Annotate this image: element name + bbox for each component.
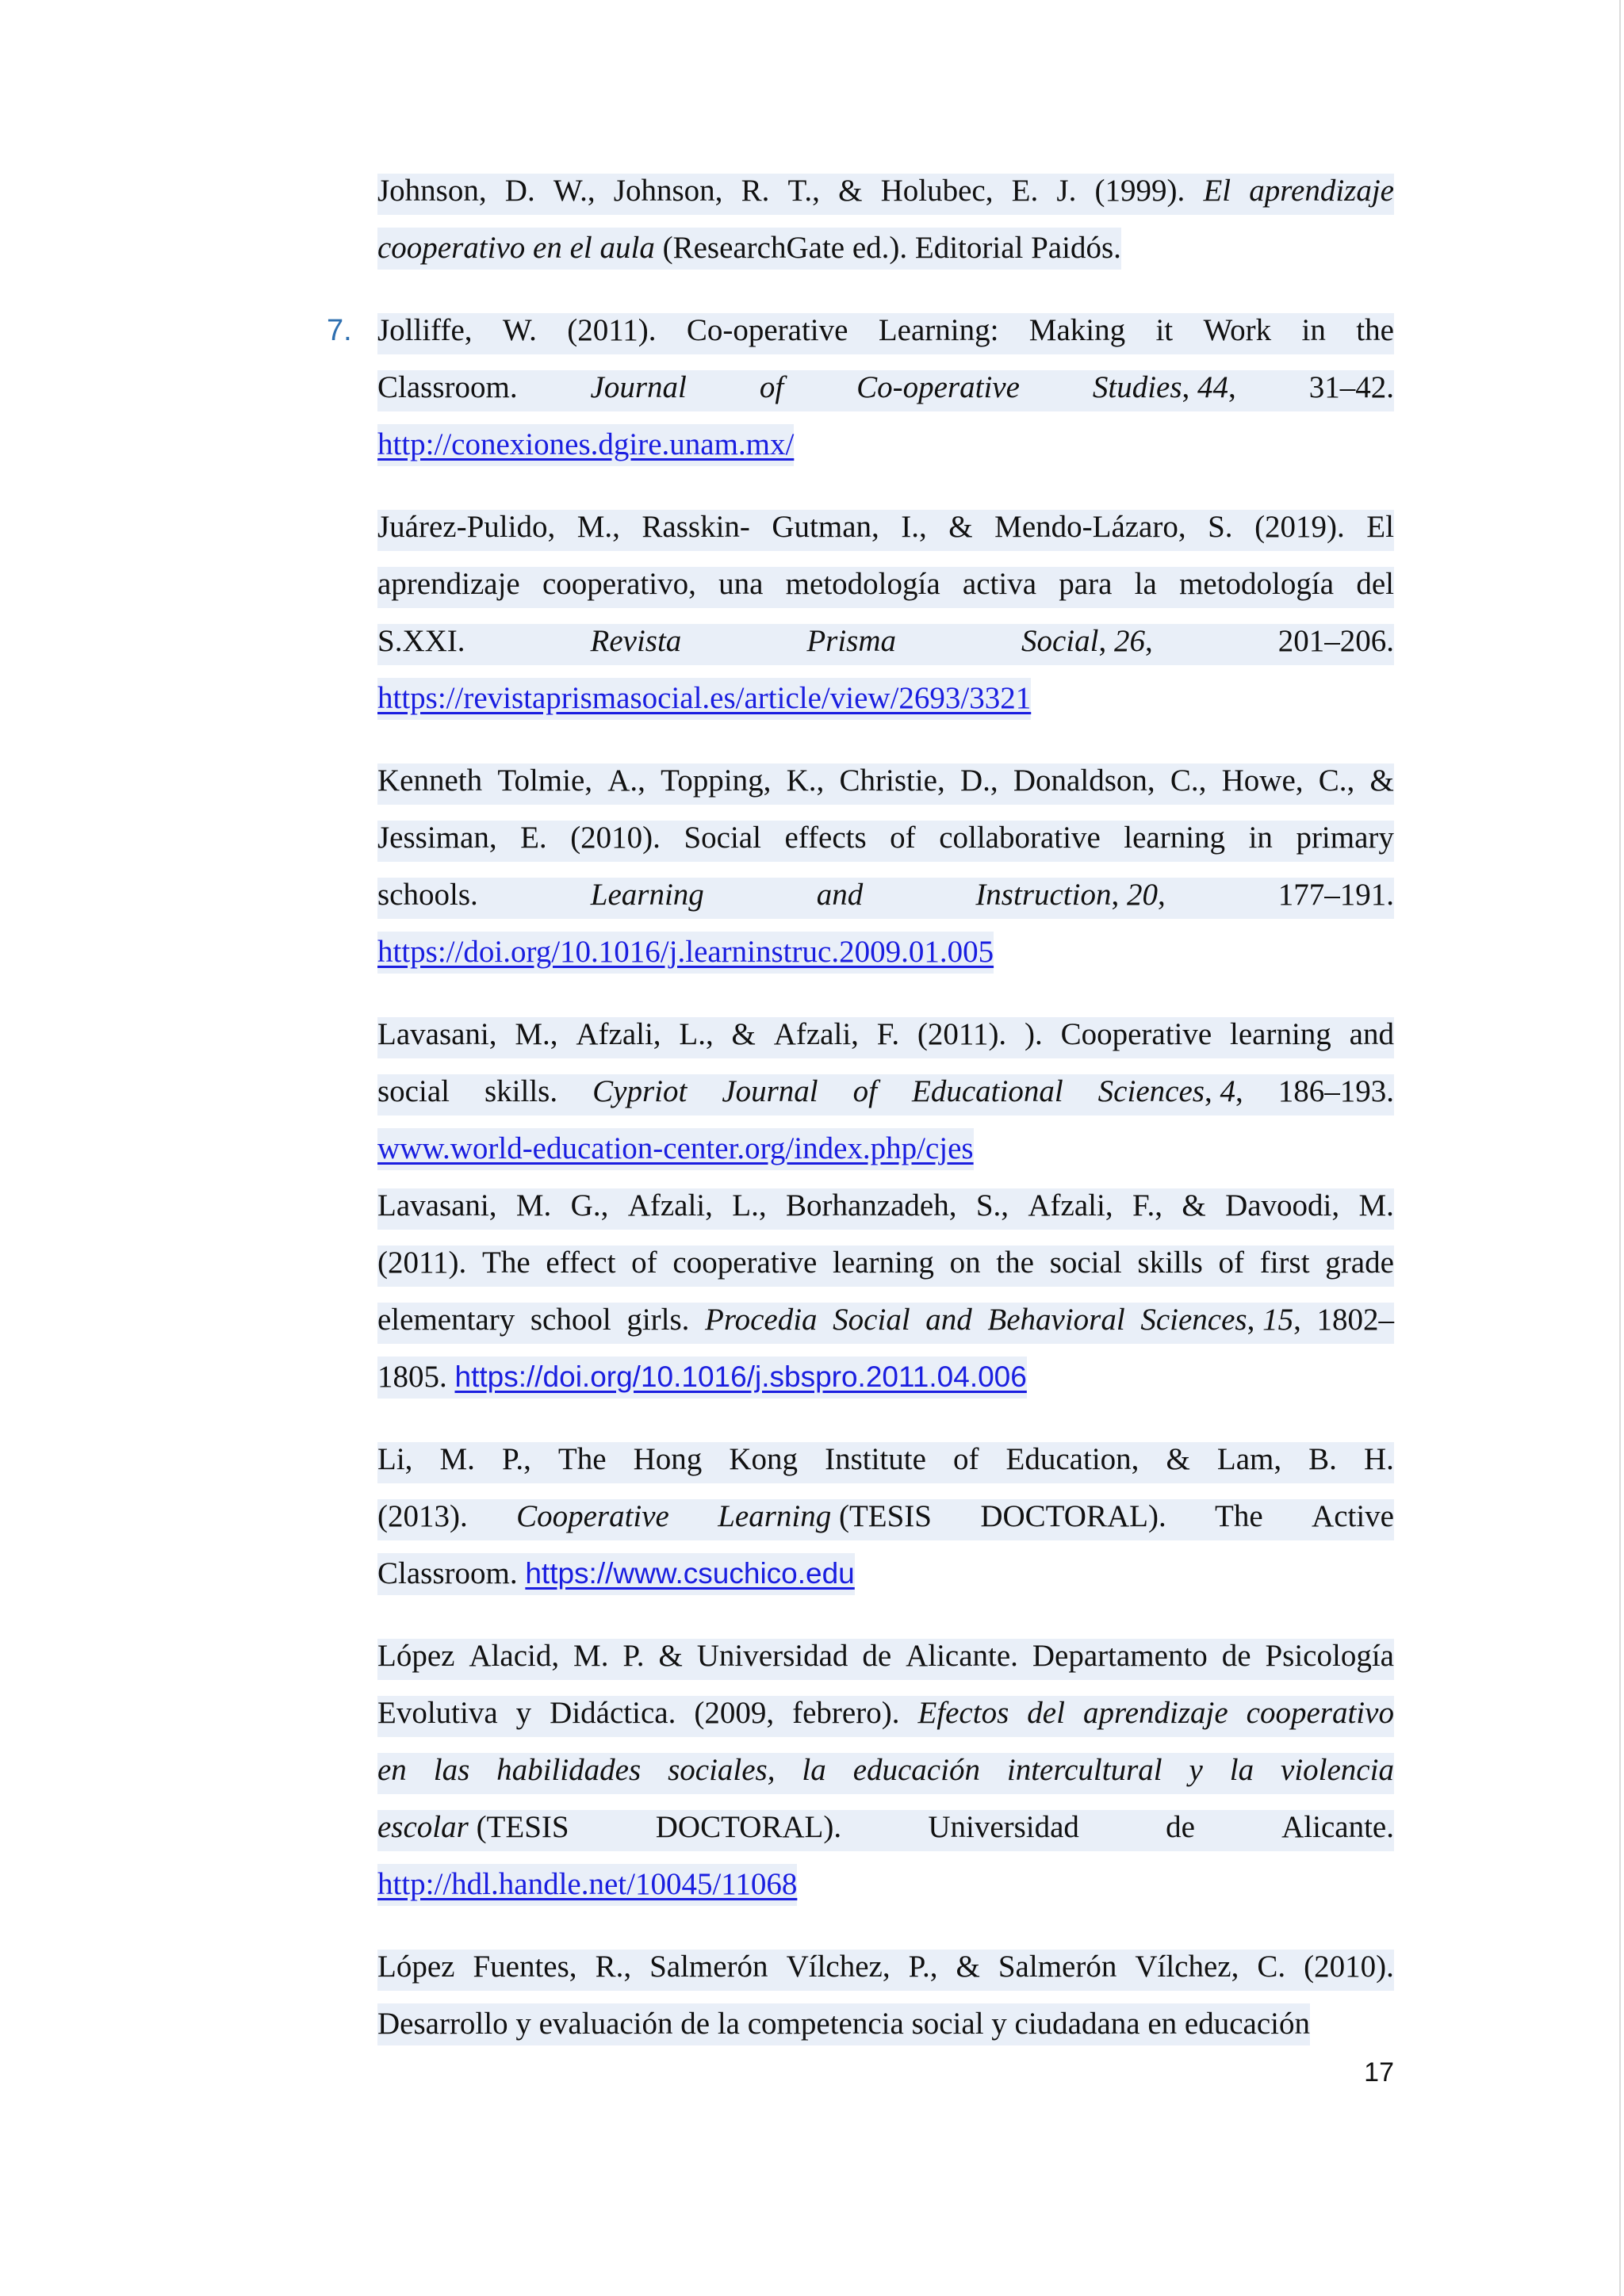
reference-text: M. xyxy=(573,1639,609,1673)
reference-lopez-fuentes xyxy=(377,1938,1394,2053)
reference-text: primary xyxy=(1296,821,1394,855)
reference-text: of xyxy=(890,821,916,855)
reference-text: (ResearchGate ed.). Editorial Paidós. xyxy=(662,231,1121,265)
reference-text: R., xyxy=(595,1950,632,1984)
reference-text: para xyxy=(1059,567,1113,601)
reference-text: Vílchez, xyxy=(1135,1950,1239,1984)
reference-text: & xyxy=(1182,1188,1206,1223)
reference-text: and xyxy=(1349,1017,1394,1051)
reference-text: Tolmie, xyxy=(497,763,593,798)
reference-text: M. xyxy=(1358,1188,1394,1223)
reference-text: sociales, xyxy=(668,1753,776,1787)
reference-line xyxy=(377,163,1394,220)
reference-text: W., xyxy=(553,174,596,208)
reference-text: López xyxy=(377,1639,455,1673)
reference-list xyxy=(327,163,1394,2078)
reference-text: C. xyxy=(1257,1950,1286,1984)
reference-text: & xyxy=(1369,763,1394,798)
reference-line xyxy=(377,1063,1394,1120)
reference-text: E. xyxy=(520,821,547,855)
reference-text: S. xyxy=(1208,510,1233,544)
reference-text: G., xyxy=(570,1188,609,1223)
reference-text: aprendizaje xyxy=(1249,174,1394,208)
reference-text: Topping, xyxy=(661,763,772,798)
reference-text: of xyxy=(852,1074,877,1108)
reference-text: D., xyxy=(959,763,998,798)
reference-text: L., xyxy=(732,1188,767,1223)
reference-text: activa xyxy=(962,567,1037,601)
reference-text: P. xyxy=(622,1639,645,1673)
reference-text: (2010). xyxy=(1304,1950,1394,1984)
reference-line xyxy=(377,1488,1394,1545)
reference-text: Education, xyxy=(1005,1442,1139,1476)
reference-text: Lavasani, xyxy=(377,1188,497,1223)
reference-text: Learning: xyxy=(878,313,999,347)
reference-kenneth xyxy=(377,752,1394,981)
reference-text: of xyxy=(759,370,784,404)
list-number: 7. xyxy=(327,314,352,347)
reference-text: the xyxy=(996,1246,1034,1280)
reference-text: and xyxy=(816,878,864,912)
reference-text: Cypriot xyxy=(592,1074,688,1108)
reference-text: Departamento xyxy=(1032,1639,1208,1673)
reference-line xyxy=(377,670,1394,727)
reference-text: 31–42. xyxy=(1308,370,1394,404)
reference-lavasani2 xyxy=(377,1177,1394,1406)
reference-text: S.XXI. xyxy=(377,624,465,658)
reference-text: collaborative xyxy=(939,821,1101,855)
reference-text: evaluación xyxy=(538,2007,673,2041)
reference-text: del xyxy=(1356,567,1394,601)
reference-text: cooperativo, xyxy=(542,567,696,601)
reference-text: violencia xyxy=(1281,1753,1394,1787)
reference-text: Donaldson, xyxy=(1013,763,1155,798)
reference-link[interactable]: https://www.csuchico.edu xyxy=(525,1557,855,1590)
reference-text: & xyxy=(658,1639,683,1673)
reference-text: Rasskin- xyxy=(642,510,750,544)
reference-text: Kong xyxy=(729,1442,799,1476)
reference-text: H. xyxy=(1364,1442,1394,1476)
reference-text: Classroom. xyxy=(377,370,518,404)
reference-text: 177–191. xyxy=(1277,878,1394,912)
reference-text: DOCTORAL). xyxy=(980,1499,1166,1533)
reference-text: aprendizaje xyxy=(1082,1696,1228,1730)
reference-text: the xyxy=(1356,313,1394,347)
reference-text: Studies, 44, xyxy=(1092,370,1236,404)
reference-text: Jessiman, xyxy=(377,821,497,855)
reference-text: grade xyxy=(1325,1246,1394,1280)
reference-line xyxy=(377,1685,1394,1742)
reference-text: y xyxy=(991,2007,1007,2041)
reference-text: Gutman, xyxy=(772,510,879,544)
reference-text: S., xyxy=(975,1188,1009,1223)
reference-line xyxy=(377,1234,1394,1292)
reference-text: cooperativo en el aula xyxy=(377,231,655,265)
reference-text: Social, 26, xyxy=(1021,624,1153,658)
reference-text: Sciences, 4, xyxy=(1097,1074,1243,1108)
reference-line xyxy=(377,220,1394,277)
reference-text: en xyxy=(377,1753,407,1787)
reference-text: (2013). xyxy=(377,1499,468,1533)
reference-text: de xyxy=(862,1639,892,1673)
reference-text: competencia xyxy=(747,2007,904,2041)
reference-text: Co-operative xyxy=(856,370,1020,404)
reference-text: Active xyxy=(1312,1499,1394,1533)
reference-text: & xyxy=(838,174,863,208)
reference-line xyxy=(377,1799,1394,1856)
reference-text: Salmerón xyxy=(649,1950,768,1984)
reference-link[interactable]: http://hdl.handle.net/10045/11068 xyxy=(377,1867,798,1901)
reference-text: Psicología xyxy=(1265,1639,1394,1673)
reference-text: & xyxy=(1166,1442,1190,1476)
reference-text: of xyxy=(952,1442,979,1476)
reference-text: 186–193. xyxy=(1277,1074,1394,1108)
reference-text: social xyxy=(911,2007,984,2041)
reference-line xyxy=(377,1431,1394,1488)
reference-text: Behavioral xyxy=(987,1303,1125,1337)
reference-text: P., xyxy=(908,1950,938,1984)
reference-text: Making xyxy=(1028,313,1126,347)
reference-text: en xyxy=(1147,2007,1178,2041)
reference-text: Universidad xyxy=(928,1810,1079,1844)
reference-text: Didáctica. xyxy=(550,1696,676,1730)
reference-text: de xyxy=(680,2007,710,2041)
reference-text: una xyxy=(718,567,764,601)
reference-text: y xyxy=(515,2007,531,2041)
reference-text: learning xyxy=(1124,821,1226,855)
reference-johnson xyxy=(377,163,1394,277)
reference-link[interactable]: https://doi.org/10.1016/j.sbspro.2011.04.006 xyxy=(454,1360,1027,1393)
reference-line xyxy=(377,1938,1394,1996)
reference-text: la xyxy=(1134,567,1157,601)
reference-text: la xyxy=(717,2007,740,2041)
reference-line xyxy=(377,613,1394,670)
reference-text: ciudadana xyxy=(1014,2007,1140,2041)
reference-line xyxy=(377,1996,1394,2053)
reference-text: habilidades xyxy=(496,1753,642,1787)
reference-line xyxy=(377,1177,1394,1234)
reference-text: The xyxy=(1215,1499,1263,1533)
reference-text: Afzali, xyxy=(1028,1188,1113,1223)
reference-text: B. xyxy=(1308,1442,1337,1476)
reference-text: 1805. xyxy=(377,1360,455,1394)
reference-text: elementary xyxy=(377,1303,515,1337)
reference-text: schools. xyxy=(377,878,478,912)
reference-li xyxy=(377,1431,1394,1602)
reference-line xyxy=(377,1292,1394,1349)
reference-text: metodología xyxy=(1179,567,1335,601)
reference-text: educación xyxy=(852,1753,980,1787)
reference-line xyxy=(377,1006,1394,1063)
reference-line xyxy=(377,1628,1394,1685)
reference-text: C., xyxy=(1318,763,1355,798)
reference-text: & xyxy=(731,1017,756,1051)
reference-text: (2011). xyxy=(917,1017,1007,1051)
reference-text: F. xyxy=(876,1017,900,1051)
reference-text: P., xyxy=(501,1442,531,1476)
reference-text: Co-operative xyxy=(686,313,848,347)
reference-line xyxy=(377,1742,1394,1799)
reference-text: D. xyxy=(504,174,535,208)
reference-text: intercultural xyxy=(1006,1753,1162,1787)
reference-text: Social xyxy=(684,821,761,855)
reference-text: on xyxy=(949,1246,981,1280)
reference-text: aprendizaje xyxy=(377,567,520,601)
reference-text: Alicante. xyxy=(1281,1810,1394,1844)
reference-text: Afzali, xyxy=(773,1017,859,1051)
reference-line xyxy=(377,924,1394,981)
reference-line xyxy=(377,809,1394,867)
reference-text: M., xyxy=(515,1017,558,1051)
reference-text: of xyxy=(1218,1246,1244,1280)
reference-text: Alacid, xyxy=(469,1639,560,1673)
reference-text: Instruction, 20, xyxy=(975,878,1166,912)
reference-text: cooperative xyxy=(672,1246,818,1280)
reference-text: (2011). xyxy=(567,313,657,347)
reference-text: de xyxy=(1166,1810,1195,1844)
reference-text: Efectos xyxy=(917,1696,1009,1730)
reference-text: Work xyxy=(1203,313,1272,347)
reference-text: it xyxy=(1155,313,1174,347)
reference-text: El xyxy=(1366,510,1394,544)
reference-lavasani1 xyxy=(377,1006,1394,1177)
reference-text: Sciences, 15, xyxy=(1140,1303,1301,1337)
reference-text: de xyxy=(1221,1639,1251,1673)
reference-text: in xyxy=(1301,313,1326,347)
reference-text: T., xyxy=(787,174,820,208)
reference-text: 201–206. xyxy=(1277,624,1394,658)
reference-text: Jolliffe, xyxy=(377,313,473,347)
reference-text: Johnson, xyxy=(377,174,487,208)
reference-text: Borhanzadeh, xyxy=(785,1188,957,1223)
reference-text: Cooperative xyxy=(516,1499,669,1533)
reference-line xyxy=(377,867,1394,924)
page-number: 17 xyxy=(1364,2057,1394,2087)
reference-text: (2010). xyxy=(570,821,661,855)
reference-text: Journal xyxy=(590,370,687,404)
reference-text: (2009, xyxy=(694,1696,775,1730)
reference-text: I., xyxy=(901,510,927,544)
reference-text: las xyxy=(433,1753,470,1787)
reference-lopez-alacid xyxy=(377,1628,1394,1913)
reference-text: Institute xyxy=(825,1442,926,1476)
reference-text: W. xyxy=(502,313,537,347)
reference-text: Prisma xyxy=(806,624,896,658)
reference-text: 1802– xyxy=(1316,1303,1394,1337)
reference-line xyxy=(377,416,1394,473)
reference-text: J. xyxy=(1056,174,1077,208)
reference-text: y xyxy=(515,1696,532,1730)
reference-text: Journal xyxy=(722,1074,818,1108)
reference-text: Evolutiva xyxy=(377,1696,498,1730)
reference-text: effects xyxy=(784,821,867,855)
reference-text: in xyxy=(1248,821,1273,855)
reference-text: learning xyxy=(833,1246,934,1280)
reference-jolliffe xyxy=(327,302,1394,473)
reference-link[interactable]: https://doi.org/10.1016/j.learninstruc.2009.01.005 xyxy=(377,935,994,969)
reference-text: girls. xyxy=(626,1303,690,1337)
reference-text: metodología xyxy=(785,567,940,601)
reference-text: Vílchez, xyxy=(786,1950,891,1984)
reference-text: C., xyxy=(1170,763,1207,798)
reference-text: K., xyxy=(786,763,825,798)
reference-text: M. xyxy=(439,1442,475,1476)
reference-text: & xyxy=(948,510,973,544)
reference-line xyxy=(377,1856,1394,1913)
reference-link[interactable]: http://conexiones.dgire.unam.mx/ xyxy=(377,427,795,461)
reference-text: first xyxy=(1259,1246,1310,1280)
reference-text: R. xyxy=(741,174,770,208)
reference-text: Cooperative xyxy=(1060,1017,1212,1051)
reference-text: Desarrollo xyxy=(377,2007,508,2041)
reference-text: (2011). xyxy=(377,1246,467,1280)
reference-text: educación xyxy=(1184,2007,1310,2041)
reference-text: Procedia xyxy=(705,1303,818,1337)
reference-line xyxy=(377,302,1394,359)
reference-text: febrero). xyxy=(792,1696,900,1730)
reference-text: skills. xyxy=(484,1074,558,1108)
reference-text: Afzali, xyxy=(576,1017,661,1051)
reference-text: A., xyxy=(607,763,645,798)
reference-line xyxy=(377,359,1394,416)
reference-text: Howe, xyxy=(1221,763,1304,798)
reference-text: Alicante. xyxy=(906,1639,1018,1673)
reference-text: (2019). xyxy=(1254,510,1345,544)
reference-text: Lam, xyxy=(1216,1442,1282,1476)
reference-text: effect xyxy=(546,1246,616,1280)
reference-link[interactable]: https://revistaprismasocial.es/article/view/2693/3321 xyxy=(377,681,1032,715)
reference-line xyxy=(377,1545,1394,1602)
reference-text: López xyxy=(377,1950,455,1984)
reference-text: DOCTORAL). xyxy=(655,1810,842,1844)
reference-text: la xyxy=(802,1753,826,1787)
reference-text: & xyxy=(956,1950,980,1984)
reference-text: (1999). xyxy=(1094,174,1185,208)
reference-text: Juárez-Pulido, xyxy=(377,510,556,544)
reference-text: Kenneth xyxy=(377,763,483,798)
reference-text: L., xyxy=(679,1017,714,1051)
reference-text: F., xyxy=(1132,1188,1163,1223)
reference-text: The xyxy=(482,1246,530,1280)
reference-line xyxy=(377,1120,1394,1177)
reference-text: Christie, xyxy=(839,763,945,798)
reference-text: Johnson, xyxy=(613,174,723,208)
reference-text: E. xyxy=(1011,174,1039,208)
reference-text: Holubec, xyxy=(880,174,994,208)
reference-text: Learning (TESIS xyxy=(718,1499,932,1533)
reference-text: Fuentes, xyxy=(473,1950,577,1984)
reference-text: la xyxy=(1229,1753,1254,1787)
reference-text: skills xyxy=(1137,1246,1203,1280)
reference-text: and xyxy=(925,1303,972,1337)
reference-text: M. xyxy=(515,1188,552,1223)
reference-text: learning xyxy=(1230,1017,1331,1051)
reference-text: Lavasani, xyxy=(377,1017,497,1051)
reference-juarez xyxy=(377,499,1394,727)
reference-text: El xyxy=(1203,174,1231,208)
reference-text: Universidad xyxy=(696,1639,848,1673)
reference-text: ). xyxy=(1025,1017,1043,1051)
reference-text: of xyxy=(631,1246,657,1280)
reference-line xyxy=(377,556,1394,613)
reference-text: school xyxy=(530,1303,611,1337)
reference-text: Revista xyxy=(590,624,682,658)
reference-line xyxy=(377,499,1394,556)
reference-text: Li, xyxy=(377,1442,413,1476)
reference-text: The xyxy=(557,1442,607,1476)
reference-line xyxy=(377,1349,1394,1406)
reference-text: Salmerón xyxy=(998,1950,1117,1984)
reference-text: Classroom. xyxy=(377,1556,526,1590)
reference-text: Davoodi, xyxy=(1225,1188,1340,1223)
reference-link[interactable]: www.world-education-center.org/index.php/cjes xyxy=(377,1131,974,1165)
reference-text: Afzali, xyxy=(627,1188,713,1223)
reference-text: Learning xyxy=(590,878,704,912)
reference-text: cooperativo xyxy=(1246,1696,1394,1730)
reference-text: Social xyxy=(833,1303,910,1337)
reference-text: Mendo-Lázaro, xyxy=(994,510,1186,544)
reference-text: del xyxy=(1027,1696,1065,1730)
reference-line xyxy=(377,752,1394,809)
reference-text: Educational xyxy=(912,1074,1063,1108)
reference-text: Hong xyxy=(633,1442,703,1476)
reference-text: M., xyxy=(576,510,620,544)
page-edge xyxy=(1619,0,1621,2296)
reference-text: social xyxy=(377,1074,450,1108)
reference-text: social xyxy=(1049,1246,1122,1280)
reference-text: y xyxy=(1189,1753,1203,1787)
reference-text: escolar (TESIS xyxy=(377,1810,569,1844)
